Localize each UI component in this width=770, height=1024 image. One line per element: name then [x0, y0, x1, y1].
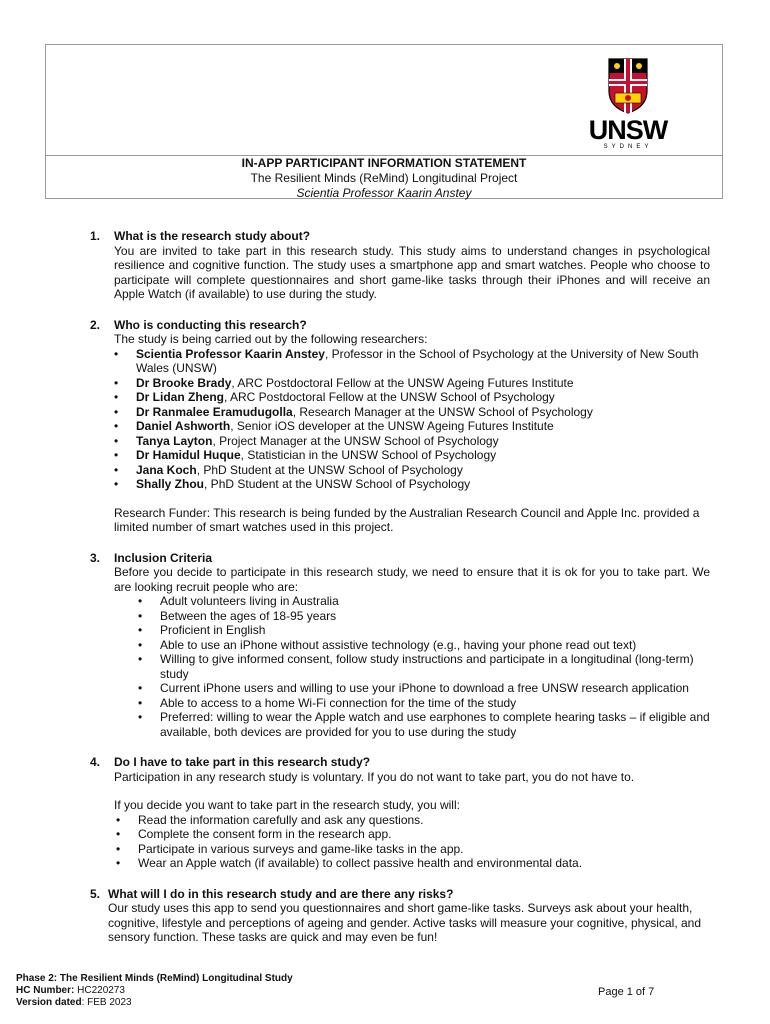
researcher-role: , ARC Postdoctoral Fellow at the UNSW Ageing Futures Institute — [231, 375, 574, 390]
section-intro: Before you decide to participate in this research study, we need to ensure that it is ok for you to take part. We are looking recruit people who are: — [114, 565, 710, 594]
researcher-name: Dr Brooke Brady — [136, 375, 232, 390]
header-box — [45, 44, 723, 199]
section-number: 1. — [90, 229, 101, 243]
unsw-crest-icon — [607, 57, 649, 115]
researcher-item — [114, 463, 710, 478]
researcher-role: , Professor in the School of Psychology at the University of New South Wales (UNSW) — [136, 346, 699, 375]
researcher-name: Dr Ranmalee Eramudugolla — [136, 404, 293, 419]
researcher-role: , PhD Student at the UNSW School of Psychology — [196, 462, 463, 477]
researcher-role: , PhD Student at the UNSW School of Psychology — [204, 477, 471, 491]
footer-version-label: Version dated — [16, 997, 82, 1008]
section-number: 3. — [90, 550, 101, 565]
participation-list — [114, 813, 710, 871]
section-number: 2. — [90, 317, 101, 332]
section-1 — [90, 229, 710, 302]
criteria-item: • Willing to give informed consent, follow study instructions and participate in a longitudinal (long-term) study — [136, 652, 710, 681]
participation-item: • Read the information carefully and ask any questions. — [114, 813, 710, 828]
section-title: Who is conducting this research? — [114, 317, 307, 332]
page-number: Page 1 of 7 — [598, 986, 655, 998]
researcher-name: Daniel Ashworth — [136, 419, 231, 433]
unsw-logo — [578, 57, 678, 153]
section-3 — [90, 551, 710, 740]
participation-item: • Participate in various surveys and game-like tasks in the app. — [114, 842, 710, 857]
criteria-item: • Able to access to a home Wi-Fi connection for the time of the study — [136, 696, 710, 711]
footer-hc-value: HC220273 — [74, 985, 125, 996]
criteria-item: • Current iPhone users and willing to use your iPhone to download a free UNSW research application — [136, 681, 710, 696]
researcher-name: Scientia Professor Kaarin Anstey — [136, 346, 325, 361]
section-body: You are invited to take part in this research study. This study aims to understand changes in psychological resilience and cognitive function. The study uses a smartphone app and smart watches. People who choose to participate will complete questionnaires and short game-like tasks through their iPhones and will receive an Apple Watch (if available) to use during the study. — [114, 243, 710, 301]
section-body: Participation in any research study is voluntary. If you do not want to take part, you do not have to. — [114, 769, 635, 784]
unsw-sydney-label: SYDNEY — [603, 144, 653, 150]
researcher-item — [114, 419, 710, 434]
researcher-role: , Statistician in the UNSW School of Psychology — [240, 448, 497, 462]
researcher-item — [114, 405, 710, 420]
section-title: What will I do in this research study and are there any risks? — [108, 886, 454, 901]
researcher-item — [114, 376, 710, 391]
researcher-item — [114, 434, 710, 449]
criteria-item: • Between the ages of 18-95 years — [136, 609, 710, 624]
document-body — [90, 229, 710, 961]
section-4 — [90, 755, 710, 871]
unsw-wordmark: UNSW — [588, 115, 668, 145]
researcher-role: , Project Manager at the UNSW School of Psychology — [212, 433, 499, 448]
researcher-item — [114, 448, 710, 463]
section-2 — [90, 318, 710, 535]
criteria-item: • Preferred: willing to wear the Apple watch and use earphones to complete hearing tasks – if eligible and available, both devices are provided for you to use during the study — [136, 710, 710, 739]
footer-info — [16, 973, 293, 1009]
participation-item: • Wear an Apple watch (if available) to collect passive health and environmental data. — [114, 856, 710, 871]
section-title: Do I have to take part in this research study? — [114, 755, 371, 769]
section-intro: The study is being carried out by the following researchers: — [114, 332, 428, 346]
researcher-role: , ARC Postdoctoral Fellow at the UNSW School of Psychology — [224, 390, 555, 404]
researcher-item — [114, 347, 710, 376]
investigator-name: Scientia Professor Kaarin Anstey — [296, 186, 472, 200]
researcher-item — [114, 390, 710, 405]
research-funder: Research Funder: This research is being funded by the Australian Research Council and Apple Inc. provided a limited number of smart watches used in this project. — [114, 505, 700, 534]
researcher-name: Jana Koch — [136, 462, 197, 477]
project-name: The Resilient Minds (ReMind) Longitudinal Project — [250, 171, 518, 185]
criteria-list — [114, 594, 710, 739]
researcher-role: , Research Manager at the UNSW School of Psychology — [292, 404, 593, 419]
document-title: IN-APP PARTICIPANT INFORMATION STATEMENT — [241, 156, 527, 170]
researcher-name: Shally Zhou — [136, 477, 205, 491]
participation-item: • Complete the consent form in the research app. — [114, 827, 710, 842]
researcher-name: Tanya Layton — [136, 433, 213, 448]
section-intro: If you decide you want to take part in the research study, you will: — [114, 798, 460, 812]
researcher-role: , Senior iOS developer at the UNSW Ageing Futures Institute — [230, 419, 554, 433]
researcher-name: Dr Lidan Zheng — [136, 390, 224, 404]
section-title: Inclusion Criteria — [114, 550, 213, 565]
criteria-item: • Adult volunteers living in Australia — [136, 594, 710, 609]
header-text — [46, 156, 722, 201]
researcher-name: Dr Hamidul Huque — [136, 448, 241, 462]
footer-hc-label: HC Number: — [16, 985, 75, 996]
section-body: Our study uses this app to send you questionnaires and short game-like tasks. Surveys ask about your health, cognitive, lifestyle and perceptions of ageing and gender. Active tasks will measure your cognitive, physical, and sensory function. These tasks are quick and may even be fun! — [108, 901, 702, 944]
section-number: 5. — [90, 886, 101, 901]
footer-version-value: : FEB 2023 — [81, 997, 132, 1008]
section-number: 4. — [90, 755, 101, 769]
criteria-item: • Proficient in English — [136, 623, 710, 638]
researcher-list — [114, 347, 710, 492]
section-5 — [90, 887, 710, 945]
section-title: What is the research study about? — [114, 229, 311, 243]
criteria-item: • Able to use an iPhone without assistive technology (e.g., having your phone read out text) — [136, 638, 710, 653]
footer-study: Phase 2: The Resilient Minds (ReMind) Longitudinal Study — [16, 973, 293, 984]
researcher-item — [114, 477, 710, 492]
